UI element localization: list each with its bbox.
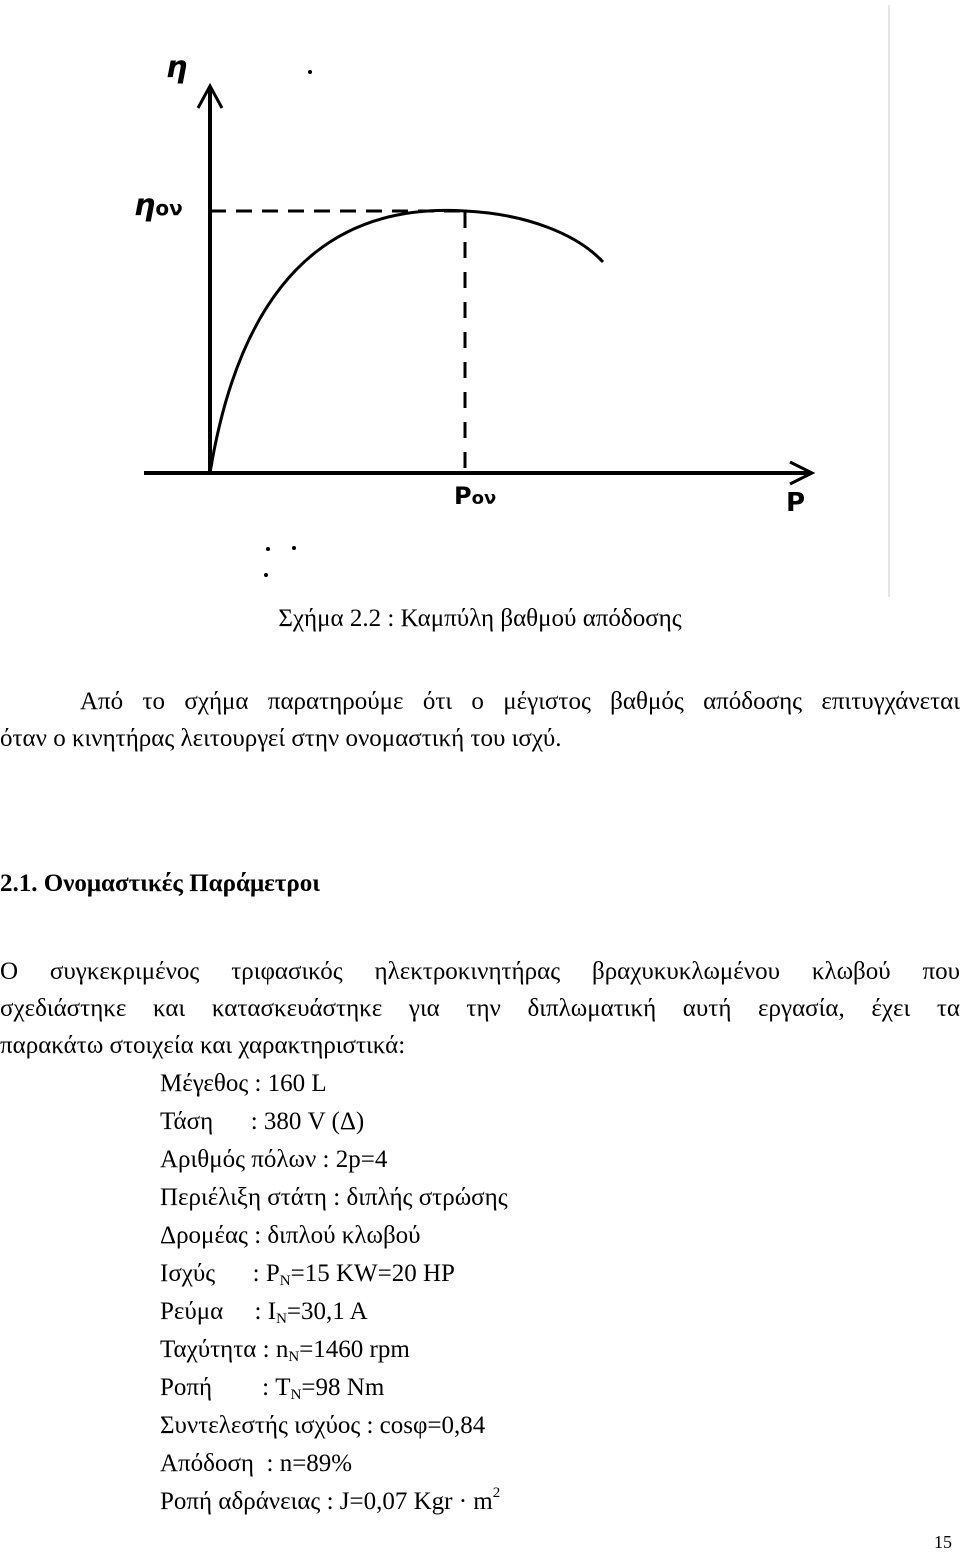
spec-torque	[160, 1369, 384, 1407]
spec-power-subscript: N	[279, 1273, 291, 1289]
spec-inertia-label: Ροπή αδράνειας : J=0,07 Kgr · m	[160, 1488, 493, 1515]
spec-current	[160, 1293, 368, 1331]
efficiency-figure	[108, 0, 892, 600]
scan-edge-line	[888, 5, 890, 597]
paragraph-motor-description	[0, 953, 960, 1064]
paragraph-line: παρακάτω στοιχεία και χαρακτηριστικά:	[0, 1032, 406, 1059]
p-on-subscript: ον	[471, 488, 497, 509]
spec-poles: Αριθμός πόλων : 2p=4	[160, 1146, 388, 1173]
eta-on-subscript: ον	[155, 196, 183, 220]
spec-torque-subscript: N	[290, 1387, 302, 1403]
spec-power	[160, 1255, 455, 1293]
scan-speck	[308, 70, 312, 74]
paragraph-line: Από το σχήμα παρατηρούμε ότι ο μέγιστος βαθμός απόδοσης επιτυγχάνεται	[80, 688, 960, 715]
paragraph-efficiency	[0, 683, 960, 757]
paragraph-line: Ο συγκεκριμένος τριφασικός ηλεκτροκινητήρας βραχυκυκλωμένου κλωβού που	[0, 958, 960, 985]
scan-speck	[292, 546, 296, 550]
efficiency-curve-plot	[108, 0, 892, 600]
spec-power-label: Ισχύς : P	[160, 1260, 280, 1287]
spec-winding: Περιέλιξη στάτη : διπλής στρώσης	[160, 1184, 508, 1211]
spec-speed-value: =1460 rpm	[299, 1336, 410, 1363]
spec-current-label: Ρεύμα : I	[160, 1298, 277, 1325]
spec-speed	[160, 1331, 410, 1369]
spec-power-factor: Συντελεστής ισχύος : cosφ=0,84	[160, 1412, 486, 1439]
spec-speed-label: Ταχύτητα : n	[160, 1336, 289, 1363]
spec-power-value: =15 KW=20 HP	[290, 1260, 455, 1287]
eta-on-label	[134, 188, 183, 223]
p-on-symbol: P	[454, 482, 472, 510]
figure-caption: Σχήμα 2.2 : Καμπύλη βαθμού απόδοσης	[278, 605, 682, 632]
spec-rotor: Δρομέας : διπλού κλωβού	[160, 1222, 421, 1249]
spec-torque-value: =98 Nm	[301, 1374, 385, 1401]
x-axis-label: P	[786, 488, 806, 518]
spec-current-value: =30,1 A	[286, 1298, 368, 1325]
spec-voltage: Τάση : 380 V (Δ)	[160, 1108, 365, 1135]
spec-speed-subscript: N	[288, 1349, 300, 1365]
spec-inertia-superscript: 2	[492, 1485, 501, 1501]
paragraph-line: όταν ο κινητήρας λειτουργεί στην ονομαστική του ισχύ.	[0, 725, 562, 752]
section-heading: 2.1. Ονομαστικές Παράμετροι	[0, 870, 320, 897]
efficiency-curve	[210, 210, 603, 473]
scan-speck	[264, 573, 268, 577]
eta-on-symbol: η	[134, 188, 156, 223]
paragraph-line: σχεδιάστηκε και κατασκευάστηκε για την διπλωματική αυτή εργασία, έχει τα	[0, 995, 960, 1022]
spec-efficiency: Απόδοση : n=89%	[160, 1450, 353, 1477]
spec-inertia	[160, 1483, 500, 1521]
page-number: 15	[934, 1532, 952, 1552]
p-on-label	[454, 482, 496, 510]
spec-size: Μέγεθος : 160 L	[160, 1070, 327, 1097]
spec-torque-label: Ροπή : T	[160, 1374, 291, 1401]
scan-speck	[266, 547, 270, 551]
spec-current-subscript: N	[276, 1311, 287, 1327]
y-axis-label: η	[166, 50, 188, 85]
